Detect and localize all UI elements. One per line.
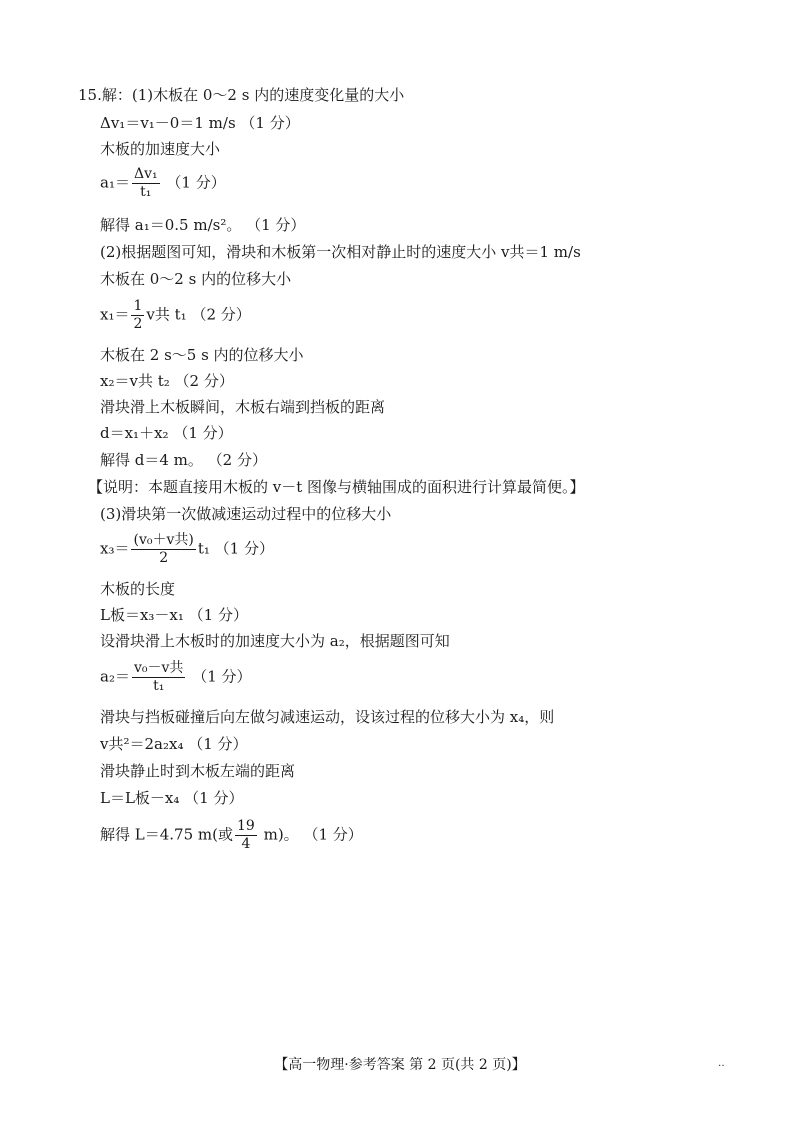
acceleration-result: 解得 a₁＝0.5 m/s²。 （1 分） — [100, 216, 306, 234]
fraction-numerator: Δv₁ — [133, 166, 158, 182]
formula-rhs: m)。 （1 分） — [263, 825, 363, 844]
distance-to-baffle-label: 滑块滑上木板瞬间，木板右端到挡板的距离 — [100, 398, 386, 416]
fraction-numerator: v₀－v共 — [133, 660, 184, 676]
displacement-2-5s-label: 木板在 2 s～5 s 内的位移大小 — [100, 346, 304, 364]
question-15-heading: 15.解：(1)木板在 0～2 s 内的速度变化量的大小 — [78, 86, 405, 104]
x2-formula: x₂＝v共 t₂ （2 分） — [100, 372, 234, 390]
collision-description: 滑块与挡板碰撞后向左做匀减速运动，设该过程的位移大小为 x₄，则 — [100, 708, 555, 726]
L-result — [100, 818, 363, 853]
formula-lhs: a₂＝ — [100, 667, 130, 686]
x1-formula — [100, 298, 251, 333]
fraction — [131, 298, 144, 333]
board-length-formula: L板＝x₃－x₁ （1 分） — [100, 606, 248, 624]
fraction — [131, 532, 195, 567]
x3-formula — [100, 532, 274, 567]
a2-formula — [100, 660, 252, 695]
d-result: 解得 d＝4 m。 （2 分） — [100, 451, 267, 469]
score-note: （1 分） — [214, 539, 274, 558]
fraction-denominator: 4 — [241, 836, 251, 852]
displacement-0-2s-label: 木板在 0～2 s 内的位移大小 — [100, 270, 292, 288]
slider-acceleration-label: 设滑块滑上木板时的加速度大小为 a₂，根据题图可知 — [100, 632, 450, 650]
formula-lhs: 解得 L＝4.75 m(或 — [100, 825, 233, 844]
formula-lhs: a₁＝ — [100, 173, 130, 192]
d-formula: d＝x₁＋x₂ （1 分） — [100, 424, 233, 442]
formula-lhs: x₃＝ — [100, 539, 130, 558]
fraction-numerator: (v₀＋v共) — [133, 532, 194, 548]
L-formula: L＝L板－x₄ （1 分） — [100, 789, 244, 807]
formula-rhs: t₁ — [197, 539, 210, 558]
fraction — [132, 660, 185, 695]
board-acceleration-label: 木板的加速度大小 — [100, 140, 221, 158]
part-3-intro: (3)滑块第一次做减速运动过程中的位移大小 — [100, 505, 392, 523]
fraction-denominator: 2 — [133, 316, 143, 332]
fraction — [132, 166, 160, 201]
board-length-label: 木板的长度 — [100, 580, 176, 598]
fraction-denominator: t₁ — [140, 184, 152, 200]
score-note: （2 分） — [191, 305, 251, 324]
fraction-numerator: 1 — [133, 298, 143, 314]
part-2-intro: (2)根据题图可知，滑块和木板第一次相对静止时的速度大小 v共＝1 m/s — [100, 243, 581, 261]
page-footer: 【高一物理·参考答案 第 2 页(共 2 页)】 — [274, 1057, 526, 1073]
v-squared-formula: v共²＝2a₂x₄ （1 分） — [100, 735, 248, 753]
acceleration-formula — [100, 166, 226, 201]
fraction-denominator: 2 — [159, 550, 169, 566]
fraction — [235, 818, 257, 853]
score-note: （1 分） — [166, 173, 226, 192]
fraction-denominator: t₁ — [153, 678, 165, 694]
corner-mark: ‥ — [718, 1058, 725, 1069]
explanation-note: 【说明：本题直接用木板的 v－t 图像与横轴围成的面积进行计算最简便。】 — [88, 478, 585, 496]
delta-v-equation: Δv₁＝v₁－0＝1 m/s （1 分） — [100, 114, 300, 132]
fraction-numerator: 19 — [236, 818, 255, 834]
formula-lhs: x₁＝ — [100, 305, 130, 324]
score-note: （1 分） — [192, 667, 252, 686]
final-distance-label: 滑块静止时到木板左端的距离 — [100, 762, 296, 780]
formula-rhs: v共 t₁ — [146, 305, 187, 324]
